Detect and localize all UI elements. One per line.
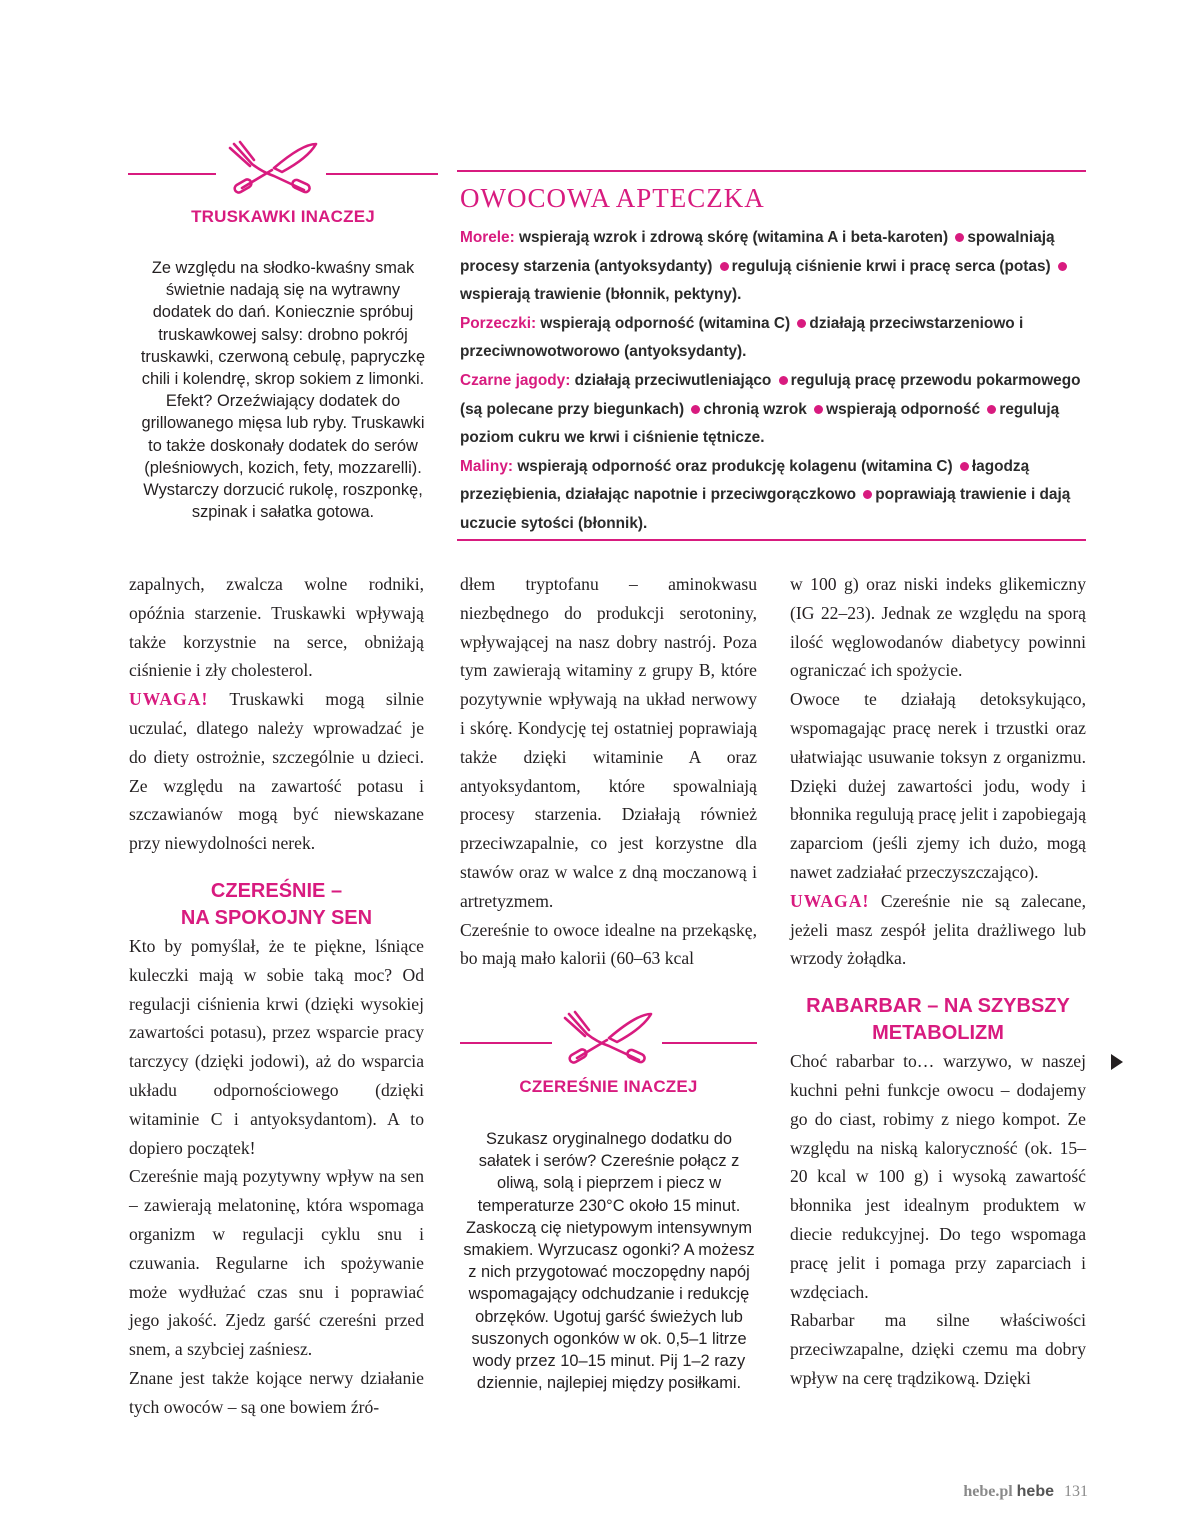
apteczka-item: regulują ciśnienie krwi i pracę serca (potas) xyxy=(731,257,1051,275)
triangle-right-icon xyxy=(1110,1053,1124,1071)
apteczka-term: Porzeczki: xyxy=(460,314,537,332)
bullet-dot-icon xyxy=(960,462,969,471)
bullet-dot-icon xyxy=(1058,262,1067,271)
bullet-dot-icon xyxy=(797,319,806,328)
bullet-dot-icon xyxy=(720,262,729,271)
apteczka-item: regulują poziom cukru we krwi i ciśnienie tętnicze. xyxy=(460,400,1060,447)
divider-line-right xyxy=(662,1042,757,1044)
divider-line-left xyxy=(460,1042,552,1044)
heading-line: CZEREŚNIE – xyxy=(210,879,343,902)
bullet-dot-icon xyxy=(691,405,700,414)
apteczka-list xyxy=(460,224,1086,539)
apteczka-item: wspierają wzrok i zdrową skórę (witamina A i beta-karoten) xyxy=(519,229,949,246)
apteczka-item: regulują pracę przewodu pokarmowego (są polecane przy biegunkach) xyxy=(460,371,1081,418)
warning-label: UWAGA! xyxy=(129,689,209,710)
apteczka-item: poprawiają trawienie i dają uczucie sytości (błonnik). xyxy=(460,486,1071,532)
apteczka-term: Maliny: xyxy=(460,457,514,475)
paragraph: w 100 g) oraz niski indeks glikemiczny (IG 22–23). Jednak ze względu na sporą ilość węglowodanów diabetycy powinni ograniczać ich spożycie. xyxy=(790,574,1086,681)
crossed-fork-knife-icon xyxy=(222,138,322,198)
paragraph: Znane jest także kojące nerwy działanie tych owoców – są one bowiem źró- xyxy=(129,1367,424,1417)
apteczka-item: działają przeciwutleniająco xyxy=(574,371,772,389)
apteczka-entry xyxy=(460,224,1086,310)
apteczka-item: wspierają odporność oraz produkcję kolagenu (witamina C) xyxy=(517,457,953,475)
apteczka-term: Czarne jagody: xyxy=(460,371,571,389)
section-heading-rabarbar xyxy=(790,993,1086,1047)
apteczka-item: wspierają odporność xyxy=(826,400,981,418)
apteczka-item: łagodzą przeziębienia, działając napotnie i przeciwgorączkowo xyxy=(460,457,1030,504)
apteczka-item: wspierają odporność (witamina C) xyxy=(540,314,791,332)
paragraph: Kto by pomyślał, że te piękne, lśniące kuleczki mają w sobie taką moc? Od regulacji ciśnienia krwi (dzięki wysokiej zawartości potasu), przez wsparcie pracy tarczycy (dzięki jodowi), aż do wsparcia układu odpornościowego (dzięki witaminie C i antyoksydantom). A to dopiero początek! xyxy=(129,935,424,1158)
apteczka-item: działają przeciwstarzeniowo i przeciwnowotworowo (antyoksydanty). xyxy=(460,314,1024,361)
bullet-dot-icon xyxy=(955,233,964,242)
warning-paragraph xyxy=(129,685,424,858)
paragraph: Czereśnie mają pozytywny wpływ na sen – zawierają melatoninę, która wspomaga organizm w regulacji cyklu snu i czuwania. Regularne ich spożywanie może wydłużać czas snu i poprawiać jego jakość. Zjedz garść czereśni przed snem, a szybciej zaśniesz. xyxy=(129,1166,424,1360)
heading-line: NA SPOKOJNY SEN xyxy=(180,906,373,929)
apteczka-entry xyxy=(460,367,1086,453)
warning-text: Czereśnie nie są zalecane, jeżeli masz zespół jelita drażliwego lub wrzody żołądka. xyxy=(790,890,1086,969)
apteczka-top-rule xyxy=(457,170,1086,172)
column-3 xyxy=(790,570,1086,1393)
sidebar-cherry-heading: CZEREŚNIE INACZEJ xyxy=(519,1077,698,1096)
heading-line: RABARBAR – NA SZYBSZY xyxy=(806,995,1070,1018)
page-number: 131 xyxy=(1064,1483,1088,1500)
warning-text: Truskawki mogą silnie uczulać, dlatego należy wprowadzać je do diety ostrożnie, szczególnie u dzieci. Ze względu na zawartość potasu i szczawianów mogą być niewskazane przy niewydolności nerek. xyxy=(129,689,424,854)
bullet-dot-icon xyxy=(987,405,996,414)
paragraph: Owoce te działają detoksykująco, wspomagając pracę nerek i trzustki oraz ułatwiając usuwanie toksyn z organizmu. Dzięki dużej zawartości jodu, wody i błonnika regulują pracę jelit i zapobiegają zaparciom (jeśli zjemy ich dużo, mogą nawet zadziałać przeczyszczająco). xyxy=(790,689,1086,882)
apteczka-entry xyxy=(460,310,1086,367)
sidebar-strawberry-text: Ze względu na słodko-kwaśny smak świetnie nadają się na wytrawny dodatek do dań. Koniecznie spróbuj truskawkowej salsy: drobno pokrój truskawki, czerwoną cebulę, papryczkę chili i kolendrę, skrop sokiem z limonki. Efekt? Orzeźwiający dodatek do grillowanego mięsa lub ryby. Truskawki to także doskonały dodatek do serów (pleśniowych, kozich, fety, mozzarelli). Wystarczy dorzucić rukolę, roszponkę, szpinak i sałatka gotowa. xyxy=(140,259,426,522)
page-footer xyxy=(963,1483,1088,1501)
apteczka-term: Morele: xyxy=(460,229,515,246)
column-1 xyxy=(129,570,424,1422)
paragraph: Rabarbar ma silne właściwości przeciwzapalne, dzięki czemu ma dobry wpływ na cerę trądzikową. Dzięki xyxy=(790,1310,1086,1388)
divider-line-left xyxy=(128,173,216,175)
apteczka-entry xyxy=(460,453,1086,539)
column-2 xyxy=(460,570,757,973)
bullet-dot-icon xyxy=(779,376,788,385)
paragraph: Choć rabarbar to… warzywo, w naszej kuchni pełni funkcje owocu – dodajemy go do ciast, robimy z niego kompot. Ze względu na niską kaloryczność (ok. 15–20 kcal w 100 g) i wysoką zawartość błonnika jest idealnym produktem w diecie redukcyjnej. Do tego wspomaga pracę jelit i pomaga przy zaparciach i wzdęciach. xyxy=(790,1051,1086,1302)
apteczka-item: wspierają trawienie (błonnik, pektyny). xyxy=(460,286,742,304)
heading-line: METABOLIZM xyxy=(872,1022,1004,1045)
warning-paragraph xyxy=(790,887,1086,973)
paragraph: zapalnych, zwalcza wolne rodniki, opóźnia starzenie. Truskawki wpływają także korzystnie na serce, obniżają ciśnienie i zły cholesterol. xyxy=(129,574,424,681)
footer-brand: hebe xyxy=(1016,1483,1054,1500)
warning-label: UWAGA! xyxy=(790,890,870,911)
sidebar-cherry-text: Szukasz oryginalnego dodatku do sałatek i serów? Czereśnie połącz z oliwą, solą i pieprzem i piecz w temperaturze 230°C około 15 minut. Zaskoczą cię nietypowym intensywnym smakiem. Wyrzucasz ogonki? A możesz z nich przygotować moczopędny napój wspomagający odchudzanie i redukcję obrzęków. Ugotuj garść świeżych lub suszonych ogonków w ok. 0,5–1 litrze wody przez 10–15 minut. Pij 1–2 razy dziennie, najlepiej między posiłkami. xyxy=(463,1130,755,1393)
apteczka-item: chronią wzrok xyxy=(703,400,807,418)
crossed-fork-knife-icon xyxy=(557,1008,657,1068)
bullet-dot-icon xyxy=(863,490,872,499)
paragraph: Czereśnie to owoce idealne na przekąskę, bo mają mało kalorii (60–63 kcal xyxy=(460,919,757,969)
apteczka-item: spowalniają procesy starzenia (antyoksydanty) xyxy=(460,229,1055,275)
bullet-dot-icon xyxy=(814,405,823,414)
paragraph: dłem tryptofanu – aminokwasu niezbędnego do produkcji serotoniny, wpływającej na nasz dobry nastrój. Poza tym zawierają witaminy z grupy B, które pozytywnie wpływają na układ nerwowy i skórę. Kondycję tej ostatniej poprawiają także dzięki witaminie A oraz antyoksydantom, które spowalniają procesy starzenia. Działają również przeciwzapalnie, co jest korzystne dla stawów oraz w walce z dną moczanową i artretyzmem. xyxy=(460,574,757,911)
apteczka-bottom-rule xyxy=(457,539,1086,541)
footer-site: hebe.pl xyxy=(963,1483,1013,1500)
apteczka-title: OWOCOWA APTECZKA xyxy=(460,183,765,213)
sidebar-strawberry-heading: TRUSKAWKI INACZEJ xyxy=(191,207,375,226)
divider-line-right xyxy=(326,173,438,175)
section-heading-czeresnie xyxy=(129,878,424,932)
